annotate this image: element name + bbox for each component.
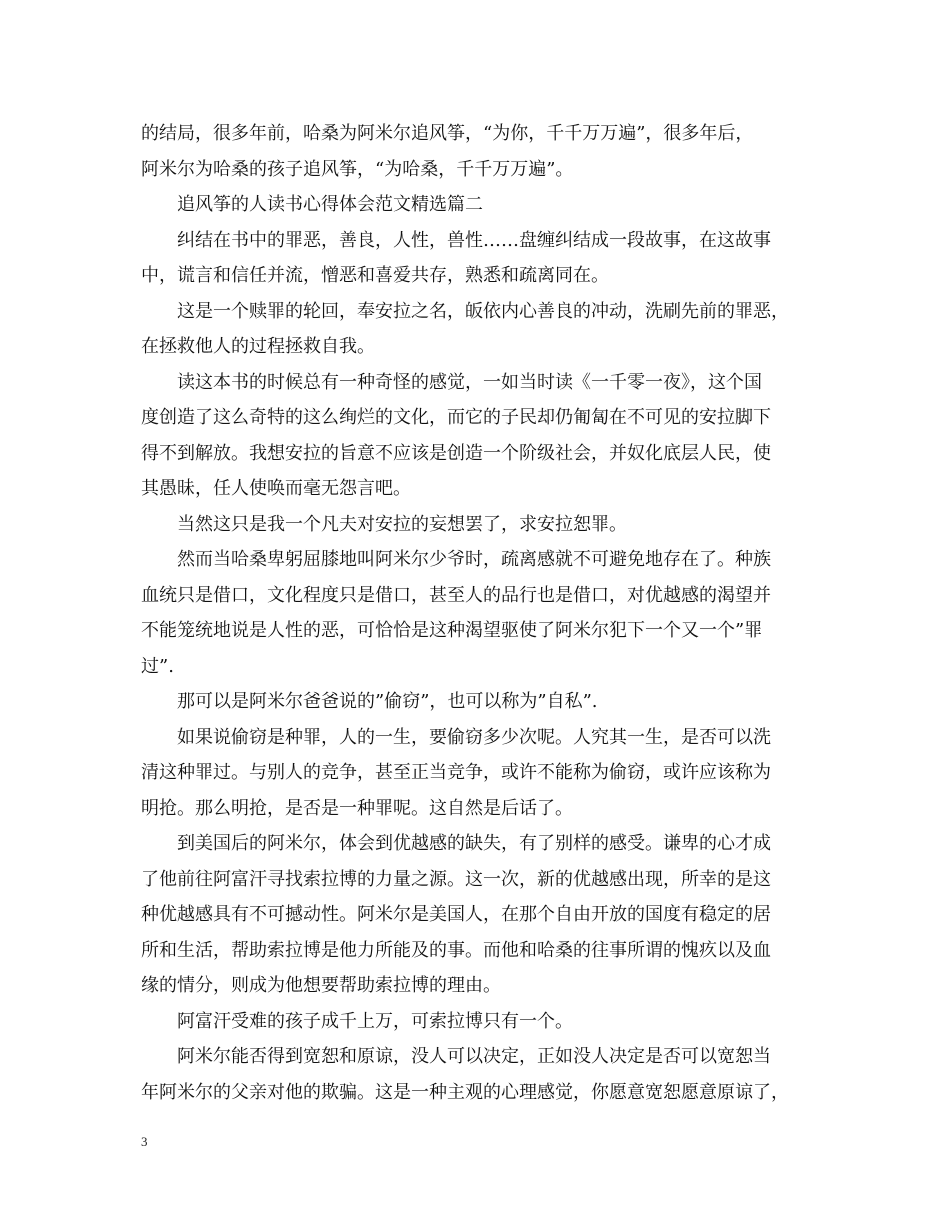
text-line: 得不到解放。我想安拉的旨意不应该是创造一个阶级社会，并奴化底层人民，使 (141, 442, 771, 464)
text-line: 阿米尔能否得到宽恕和原谅，没人可以决定，正如没人决定是否可以宽恕当 (177, 1046, 771, 1067)
text-line: 缘的情分，则成为他想要帮助索拉博的理由。 (141, 975, 501, 996)
text-line: 所和生活，帮助索拉博是他力所能及的事。而他和哈桑的往事所谓的愧疚以及血 (141, 939, 771, 961)
text-line: 的结局，很多年前，哈桑为阿米尔追风筝，“为你，千千万万遍”，很多年后， (141, 123, 754, 144)
text-line: 到美国后的阿米尔，体会到优越感的缺失，有了别样的感受。谦卑的心才成 (177, 833, 771, 854)
text-line: 这是一个赎罪的轮回，奉安拉之名，皈依内心善良的冲动，洗刷先前的罪恶， (177, 300, 789, 322)
text-line: 追风筝的人读书心得体会范文精选篇二 (177, 194, 483, 215)
text-line: 那可以是阿米尔爸爸说的”偷窃”，也可以称为”自私”. (177, 691, 598, 712)
text-line: 度创造了这么奇特的这么绚烂的文化，而它的子民却仍匍匐在不可见的安拉脚下 (141, 407, 771, 428)
text-line: 如果说偷窃是种罪，人的一生，要偷窃多少次呢。人究其一生，是否可以洗 (177, 726, 771, 748)
text-line: 清这种罪过。与别人的竞争，甚至正当竞争，或许不能称为偷窃，或许应该称为 (141, 762, 771, 783)
text-line: 血统只是借口，文化程度只是借口，甚至人的品行也是借口，对优越感的渴望并 (141, 584, 771, 606)
text-line: 当然这只是我一个凡夫对安拉的妄想罢了，求安拉恕罪。 (177, 513, 627, 535)
text-line: 然而当哈桑卑躬屈膝地叫阿米尔少爷时，疏离感就不可避免地存在了。种族 (177, 549, 771, 570)
document-body (141, 116, 813, 1110)
text-line: 不能笼统地说是人性的恶，可恰恰是这种渴望驱使了阿米尔犯下一个又一个”罪 (141, 620, 763, 641)
text-line: 读这本书的时候总有一种奇怪的感觉，一如当时读《一千零一夜》，这个国 (177, 371, 762, 393)
text-line: 了他前往阿富汗寻找索拉博的力量之源。这一次，新的优越感出现，所幸的是这 (141, 868, 771, 890)
text-line: 种优越感具有不可撼动性。阿米尔是美国人，在那个自由开放的国度有稳定的居 (141, 904, 771, 925)
page-number: 3 (141, 1134, 148, 1149)
text-line: 纠结在书中的罪恶，善良，人性，兽性……盘缠纠结成一段故事，在这故事 (177, 229, 771, 251)
text-line: 阿富汗受难的孩子成千上万，可索拉博只有一个。 (177, 1010, 573, 1032)
text-line: 阿米尔为哈桑的孩子追风筝，“为哈桑，千千万万遍”。 (141, 158, 574, 180)
text-line: 年阿米尔的父亲对他的欺骗。这是一种主观的心理感觉，你愿意宽恕愿意原谅了， (141, 1081, 789, 1103)
text-line: 过”. (141, 655, 174, 677)
text-line: 明抢。那么明抢，是否是一种罪呢。这自然是后话了。 (141, 797, 573, 819)
text-line: 其愚昧，任人使唤而毫无怨言吧。 (141, 478, 411, 499)
text-line: 在拯救他人的过程拯救自我。 (141, 336, 375, 357)
text-line: 中，谎言和信任并流，憎恶和喜爱共存，熟悉和疏离同在。 (141, 265, 609, 286)
